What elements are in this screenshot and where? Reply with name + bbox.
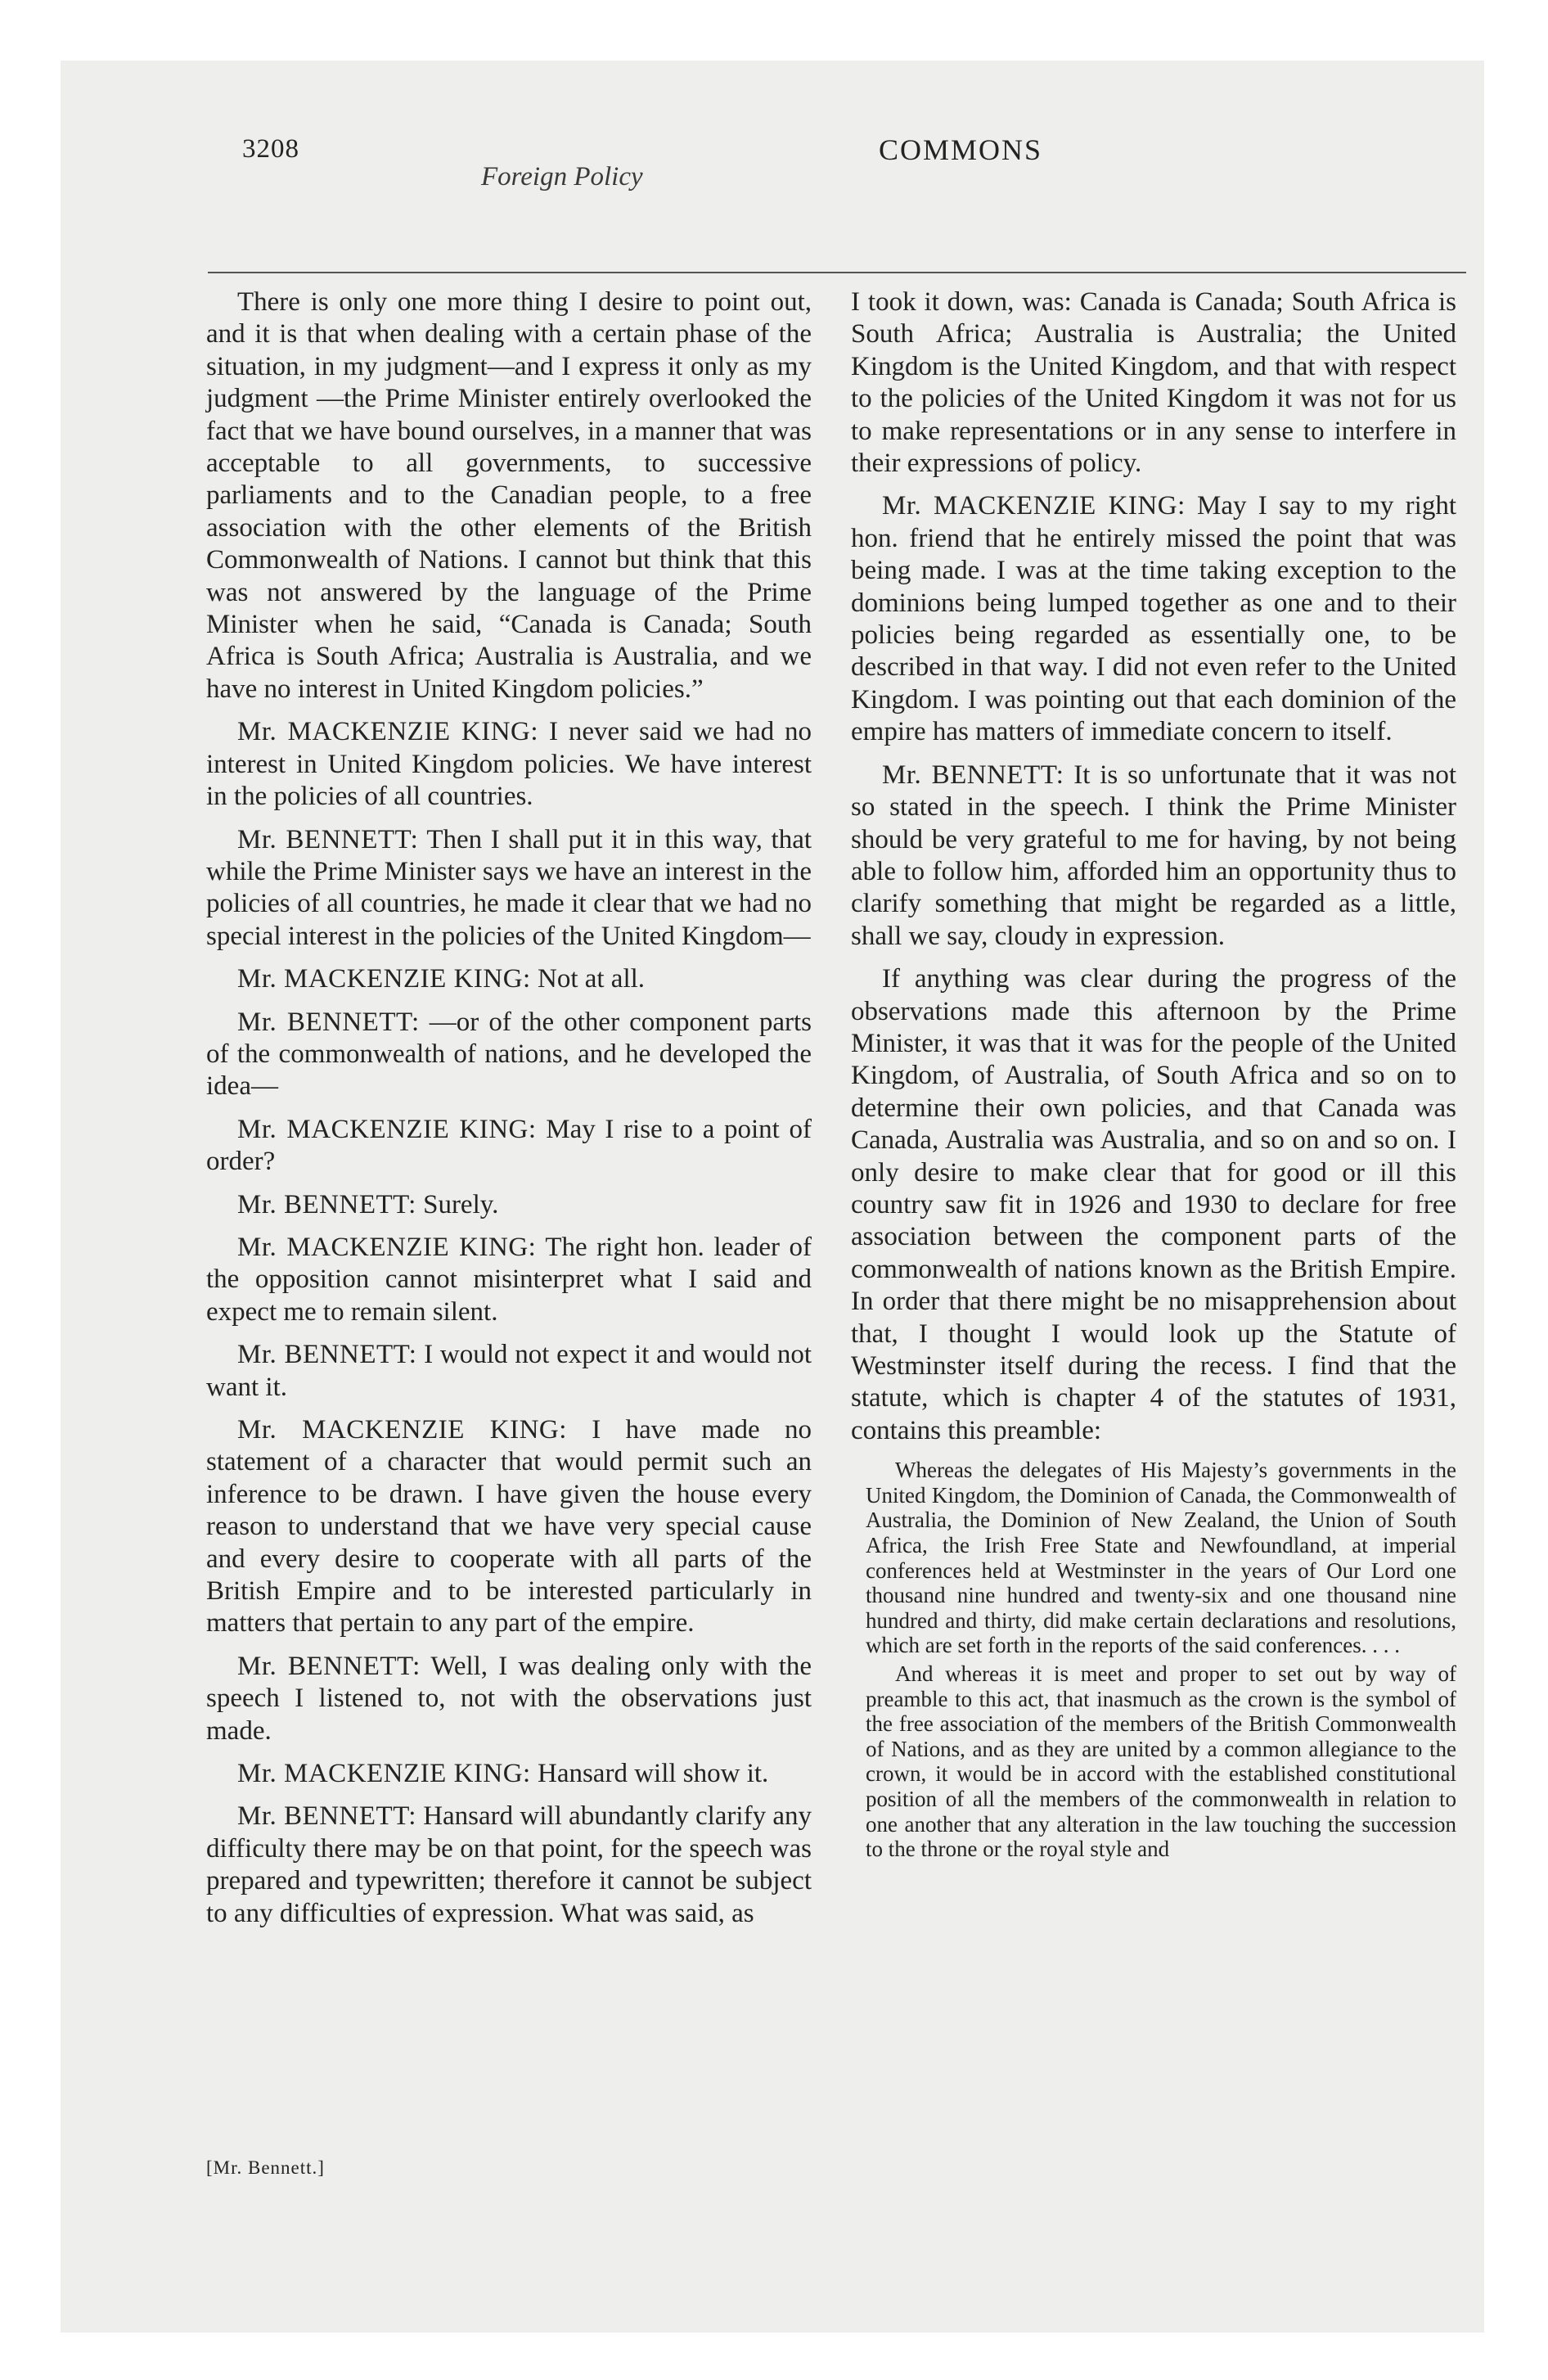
speech-text: Then I shall put it in this way, that while the Prime Minister says we have an interest in the policies of all countries, he made it clear that we had no special interest in the policies of the United Kingdom— [206, 824, 812, 951]
speaker-name: Mr. MACKENZIE KING: [237, 1759, 531, 1789]
page-number: 3208 [242, 134, 299, 164]
hansard-page [61, 61, 1484, 2333]
speaker-name: Mr. BENNETT: [237, 1007, 420, 1037]
quote-paragraph: And whereas it is meet and proper to set out by way of preamble to this act, that inasmuch as the crown is the symbol of the free association of the members of the British Commonwealth of Nations, and as they are united by a common allegiance to the crown, it would be in accord with the established constitutional position of all the members of the commonwealth in relation to one another that any alteration in the law touching the succession to the throne or the royal style and [866, 1661, 1456, 1862]
speech-text: Hansard will abundantly clarify any difficulty there may be on that point, for the speech was prepared and typewritten; therefore it cannot be subject to any difficulties of expression. What was said, as [206, 1801, 812, 1928]
statute-quote [851, 1458, 1456, 1862]
speech-paragraph [206, 1651, 812, 1747]
speaker-name: Mr. MACKENZIE KING: [237, 964, 531, 994]
speaker-name: Mr. BENNETT: [882, 760, 1064, 790]
speech-paragraph [206, 963, 812, 995]
speech-text: Surely. [423, 1189, 499, 1219]
page-header [173, 61, 1483, 232]
speech-paragraph [206, 1339, 812, 1404]
speech-text: The right hon. leader of the opposition cannot misinterpret what I said and expect me to remain silent. [206, 1232, 812, 1327]
speech-paragraph [851, 490, 1456, 748]
speaker-name: Mr. MACKENZIE KING: [237, 1415, 567, 1445]
speaker-name: Mr. MACKENZIE KING: [882, 491, 1186, 521]
speech-paragraph [206, 1189, 812, 1221]
speaker-footer-tag: [Mr. Bennett.] [206, 2157, 325, 2178]
speaker-name: Mr. BENNETT: [237, 1340, 417, 1370]
speech-text: May I rise to a point of order? [206, 1114, 812, 1177]
header-rule [208, 272, 1466, 273]
speech-paragraph [206, 1007, 812, 1103]
right-column [851, 286, 1456, 1865]
speaker-name: Mr. BENNETT: [237, 824, 419, 854]
speech-paragraph [206, 824, 812, 953]
speech-text: Hansard will show it. [537, 1759, 769, 1789]
speaker-name: Mr. BENNETT: [237, 1189, 416, 1219]
quote-paragraph: Whereas the delegates of His Majesty’s governments in the United Kingdom, the Dominion of Canada, the Commonwealth of Australia, the Dominion of New Zealand, the Union of South Africa, the Irish Free State and Newfoundland, at imperial conferences held at Westminster in the years of Our Lord one thousand nine hundred and twenty-six and one thousand nine hundred and thirty, did make certain declarations and resolutions, which are set forth in the reports of the said conferences. . . . [866, 1458, 1456, 1658]
left-column [206, 286, 812, 1941]
speech-paragraph [851, 760, 1456, 953]
speaker-name: Mr. MACKENZIE KING: [237, 1114, 537, 1144]
section-title: Foreign Policy [481, 162, 643, 192]
speech-paragraph [206, 1114, 812, 1179]
speech-paragraph [206, 1414, 812, 1640]
speech-paragraph [206, 1758, 812, 1790]
speaker-name: Mr. BENNETT: [237, 1651, 421, 1681]
speaker-name: Mr. MACKENZIE KING: [237, 717, 539, 747]
speech-text: I would not expect it and would not want it. [206, 1340, 812, 1402]
speech-text: I never said we had no interest in United Kingdom policies. We have interest in the policies of all countries. [206, 717, 812, 812]
speech-text: Well, I was dealing only with the speech I listened to, not with the observations just made. [206, 1651, 812, 1746]
speaker-name: Mr. BENNETT: [237, 1801, 416, 1832]
speech-paragraph [206, 1232, 812, 1328]
speaker-name: Mr. MACKENZIE KING: [237, 1232, 537, 1262]
body-paragraph: If anything was clear during the progress of the observations made this afternoon by the Prime Minister, it was that it was for the people of the United Kingdom, of Australia, of South Africa and so on to determine their own policies, and that Canada was Canada, Australia was Australia, and so on and so on. I only desire to make clear that for good or ill this country saw fit in 1926 and 1930 to declare for free association between the component parts of the commonwealth of nations known as the British Empire. In order that there might be no misapprehension about that, I thought I would look up the Statute of Westminster itself during the recess. I find that the statute, which is chapter 4 of the statutes of 1931, contains this preamble: [851, 964, 1456, 1445]
body-paragraph: I took it down, was: Canada is Canada; South Africa is South Africa; Australia is Australia; the United Kingdom is the United Kingdom, and that with respect to the policies of the United Kingdom it was not for us to make representations or in any sense to interfere in their expressions of policy. [851, 287, 1456, 479]
speech-paragraph [206, 1801, 812, 1930]
speech-paragraph [206, 716, 812, 813]
chamber-title: COMMONS [879, 133, 1043, 166]
speech-text: Not at all. [537, 964, 646, 994]
speech-text: May I say to my right hon. friend that he entirely missed the point that was being made. I was at the time taking exception to the dominions being lumped together as one and to their policies being regarded as essentially one, to be described in that way. I did not even refer to the United Kingdom. I was pointing out that each dominion of the empire has matters of immediate concern to itself. [851, 491, 1456, 747]
speech-text: —or of the other component parts of the commonwealth of nations, and he developed the idea— [206, 1007, 812, 1102]
speech-text: I have made no statement of a character that would permit such an inference to be drawn. I have given the house every reason to understand that we have very special cause and every desire to cooperate with all parts of the British Empire and to be interested particularly in matters that pertain to any part of the empire. [206, 1415, 812, 1639]
body-paragraph: There is only one more thing I desire to point out, and it is that when dealing with a certain phase of the situation, in my judgment—and I express it only as my judgment —the Prime Minister entirely overlooked the fact that we have bound ourselves, in a manner that was acceptable to all governments, to successive parliaments and to the Canadian people, to a free association with the other elements of the British Commonwealth of Nations. I cannot but think that this was not answered by the language of the Prime Minister when he said, “Canada is Canada; South Africa is South Africa; Australia is Australia, and we have no interest in United Kingdom policies.” [206, 287, 812, 704]
speech-text: It is so unfortunate that it was not so stated in the speech. I think the Prime Minister should be very grateful to me for having, by not being able to follow him, afforded him an opportunity thus to clarify something that might be regarded as a little, shall we say, cloudy in expression. [851, 760, 1457, 951]
